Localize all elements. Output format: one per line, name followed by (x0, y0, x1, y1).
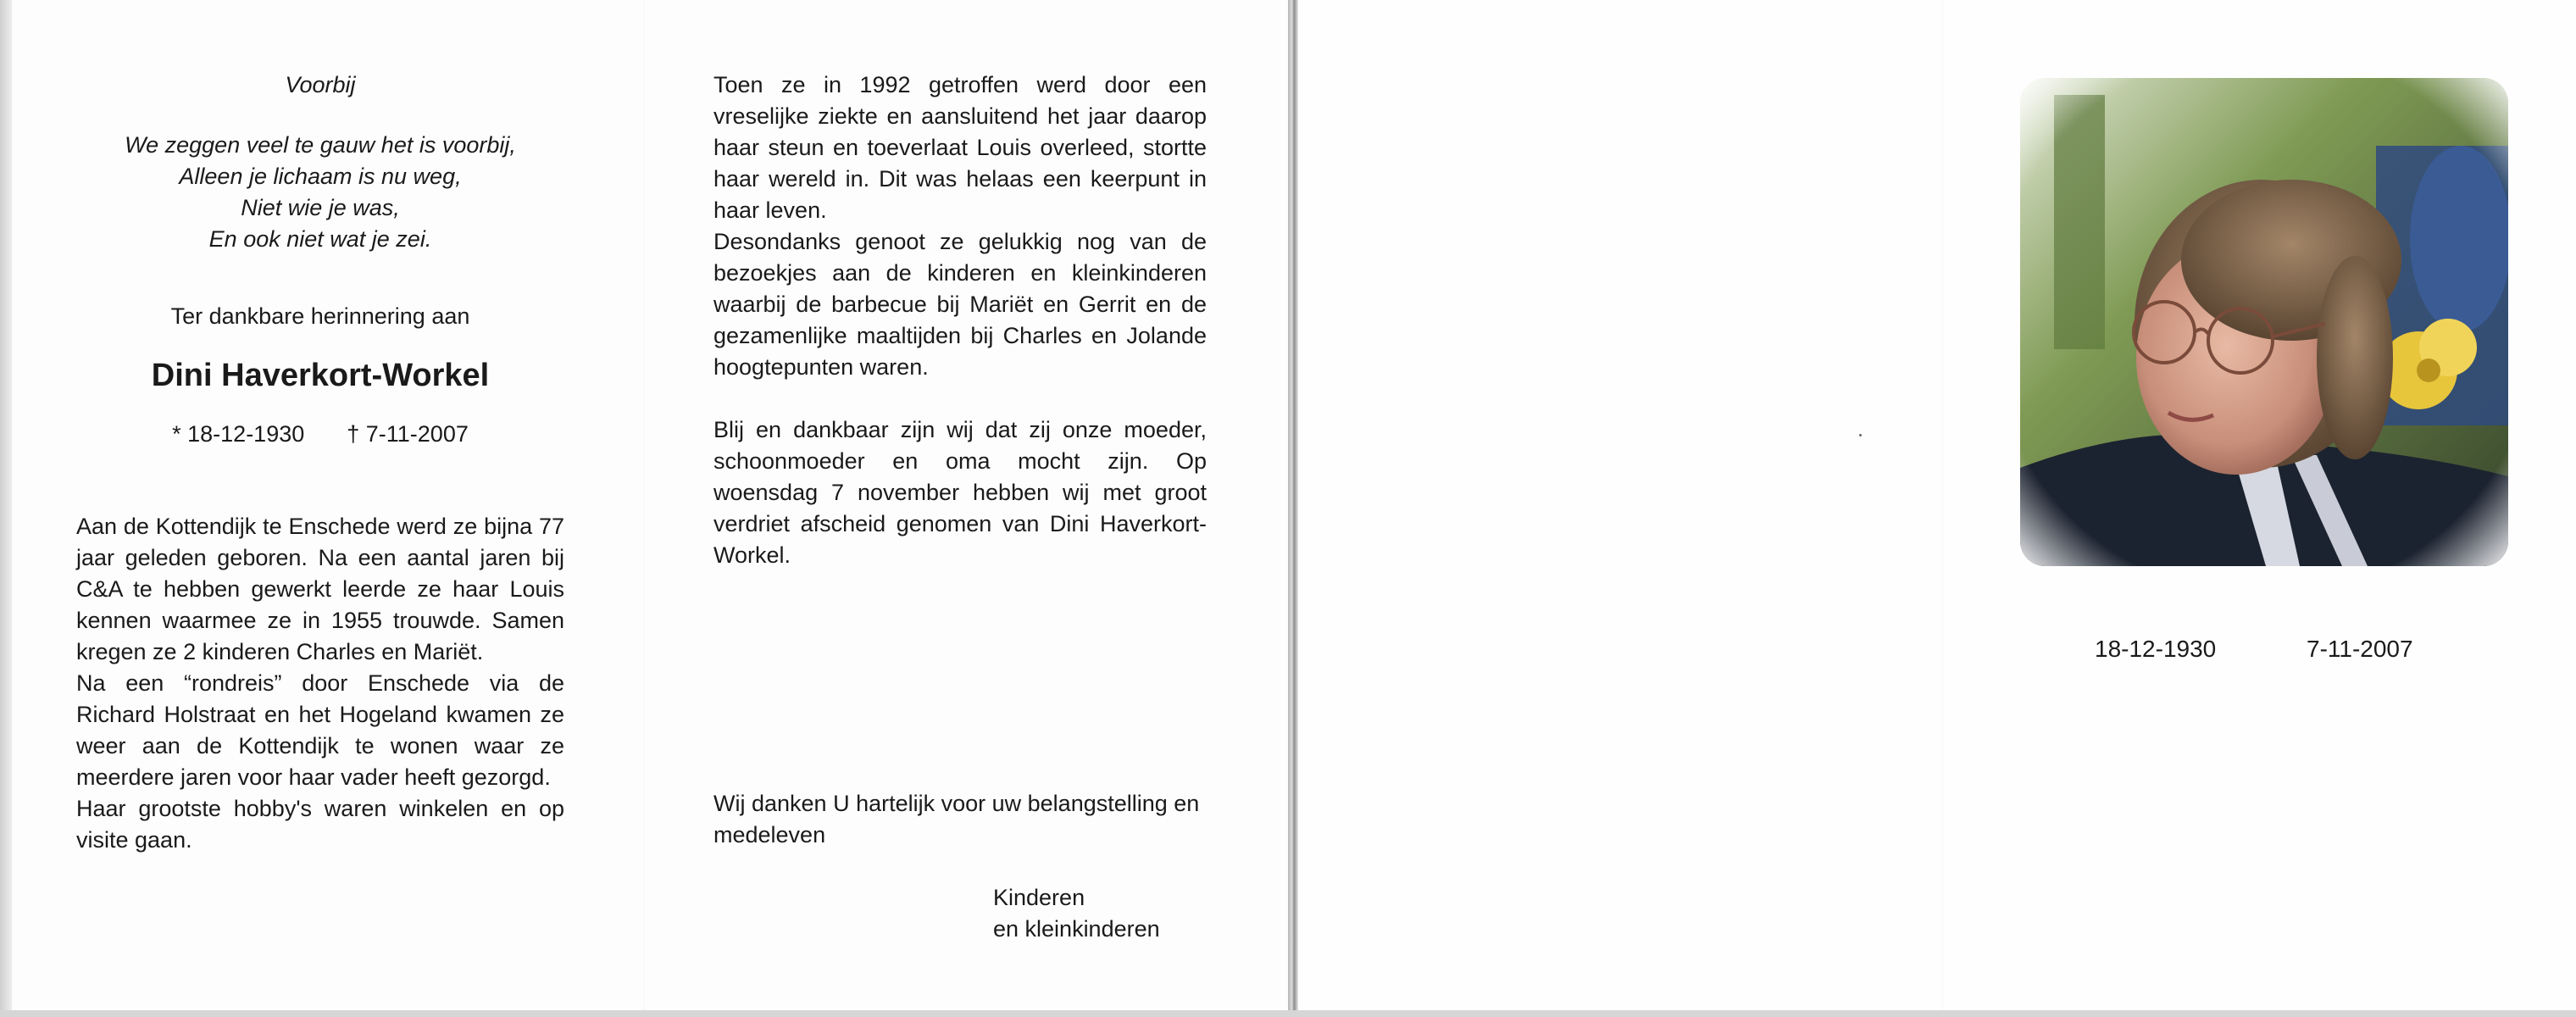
signoff-line: Kinderen (993, 885, 1085, 910)
photo-birth-date: 18-12-1930 (2095, 636, 2217, 662)
fold-line (1942, 0, 1944, 1010)
signoff-line: en kleinkinderen (993, 916, 1160, 942)
center-gutter (1288, 0, 1298, 1017)
memorial-intro: Ter dankbare herinnering aan (170, 303, 470, 329)
poem-line: We zeggen veel te gauw het is voorbij, (125, 132, 516, 158)
poem-line: Niet wie je was, (241, 195, 400, 220)
poem-line: En ook niet wat je zei. (208, 226, 432, 252)
biography (76, 511, 564, 856)
story-column (713, 69, 1207, 571)
story-paragraph: Toen ze in 1992 getroffen werd door een vreselijke ziekte en aansluitend het jaar daarop haar steun en toeverlaat Louis overleed, stortte haar wereld in. Dit was helaas een keerpunt in haar leven. (713, 72, 1207, 223)
biography-paragraph: Aan de Kottendijk te Enschede werd ze bijna 77 jaar geleden geboren. Na een aantal jaren bij C&A te hebben gewerkt leerde ze haar Louis kennen waarmee ze in 1955 trouwde. Samen kregen ze 2 kinderen Charles en Mariët. (76, 514, 564, 664)
birth-date: * 18-12-1930 (172, 421, 305, 447)
thanks-text: Wij danken U hartelijk voor uw belangstelling en medeleven (713, 791, 1200, 848)
poem-title: Voorbij (285, 72, 356, 97)
portrait-photo (2020, 78, 2508, 566)
bottom-edge (0, 1010, 2576, 1017)
memorial-column (76, 69, 564, 856)
fold-line (643, 0, 645, 1010)
poem-line: Alleen je lichaam is nu weg, (179, 164, 462, 189)
life-dates (76, 419, 564, 450)
story-paragraph: Blij en dankbaar zijn wij dat zij onze moeder, schoonmoeder en oma mocht zijn. Op woensdag 7 november hebben wij met groot verdriet afscheid genomen van Dini Haverkort-Workel. (713, 417, 1207, 568)
photo-death-date: 7-11-2007 (2307, 636, 2413, 662)
scan-edge (0, 0, 12, 1017)
portrait-illustration (2020, 78, 2508, 566)
biography-paragraph: Haar grootste hobby's waren winkelen en op visite gaan. (76, 796, 564, 853)
paper-speck (1859, 434, 1862, 436)
story-paragraph: Desondanks genoot ze gelukkig nog van de bezoekjes aan de kinderen en kleinkinderen waarbij de barbecue bij Mariët en Gerrit en de gezamenlijke maaltijden bij Charles en Jolande hoogtepunten waren. (713, 229, 1207, 380)
deceased-name: Dini Haverkort-Workel (151, 358, 490, 393)
death-date: † 7-11-2007 (347, 421, 469, 447)
poem (76, 69, 564, 255)
signoff (993, 882, 1160, 945)
biography-paragraph: Na een “rondreis” door Enschede via de Richard Holstraat en het Hogeland kwamen ze weer aan de Kottendijk te wonen waar ze meerdere jaren voor haar vader heeft gezorgd. (76, 670, 564, 790)
